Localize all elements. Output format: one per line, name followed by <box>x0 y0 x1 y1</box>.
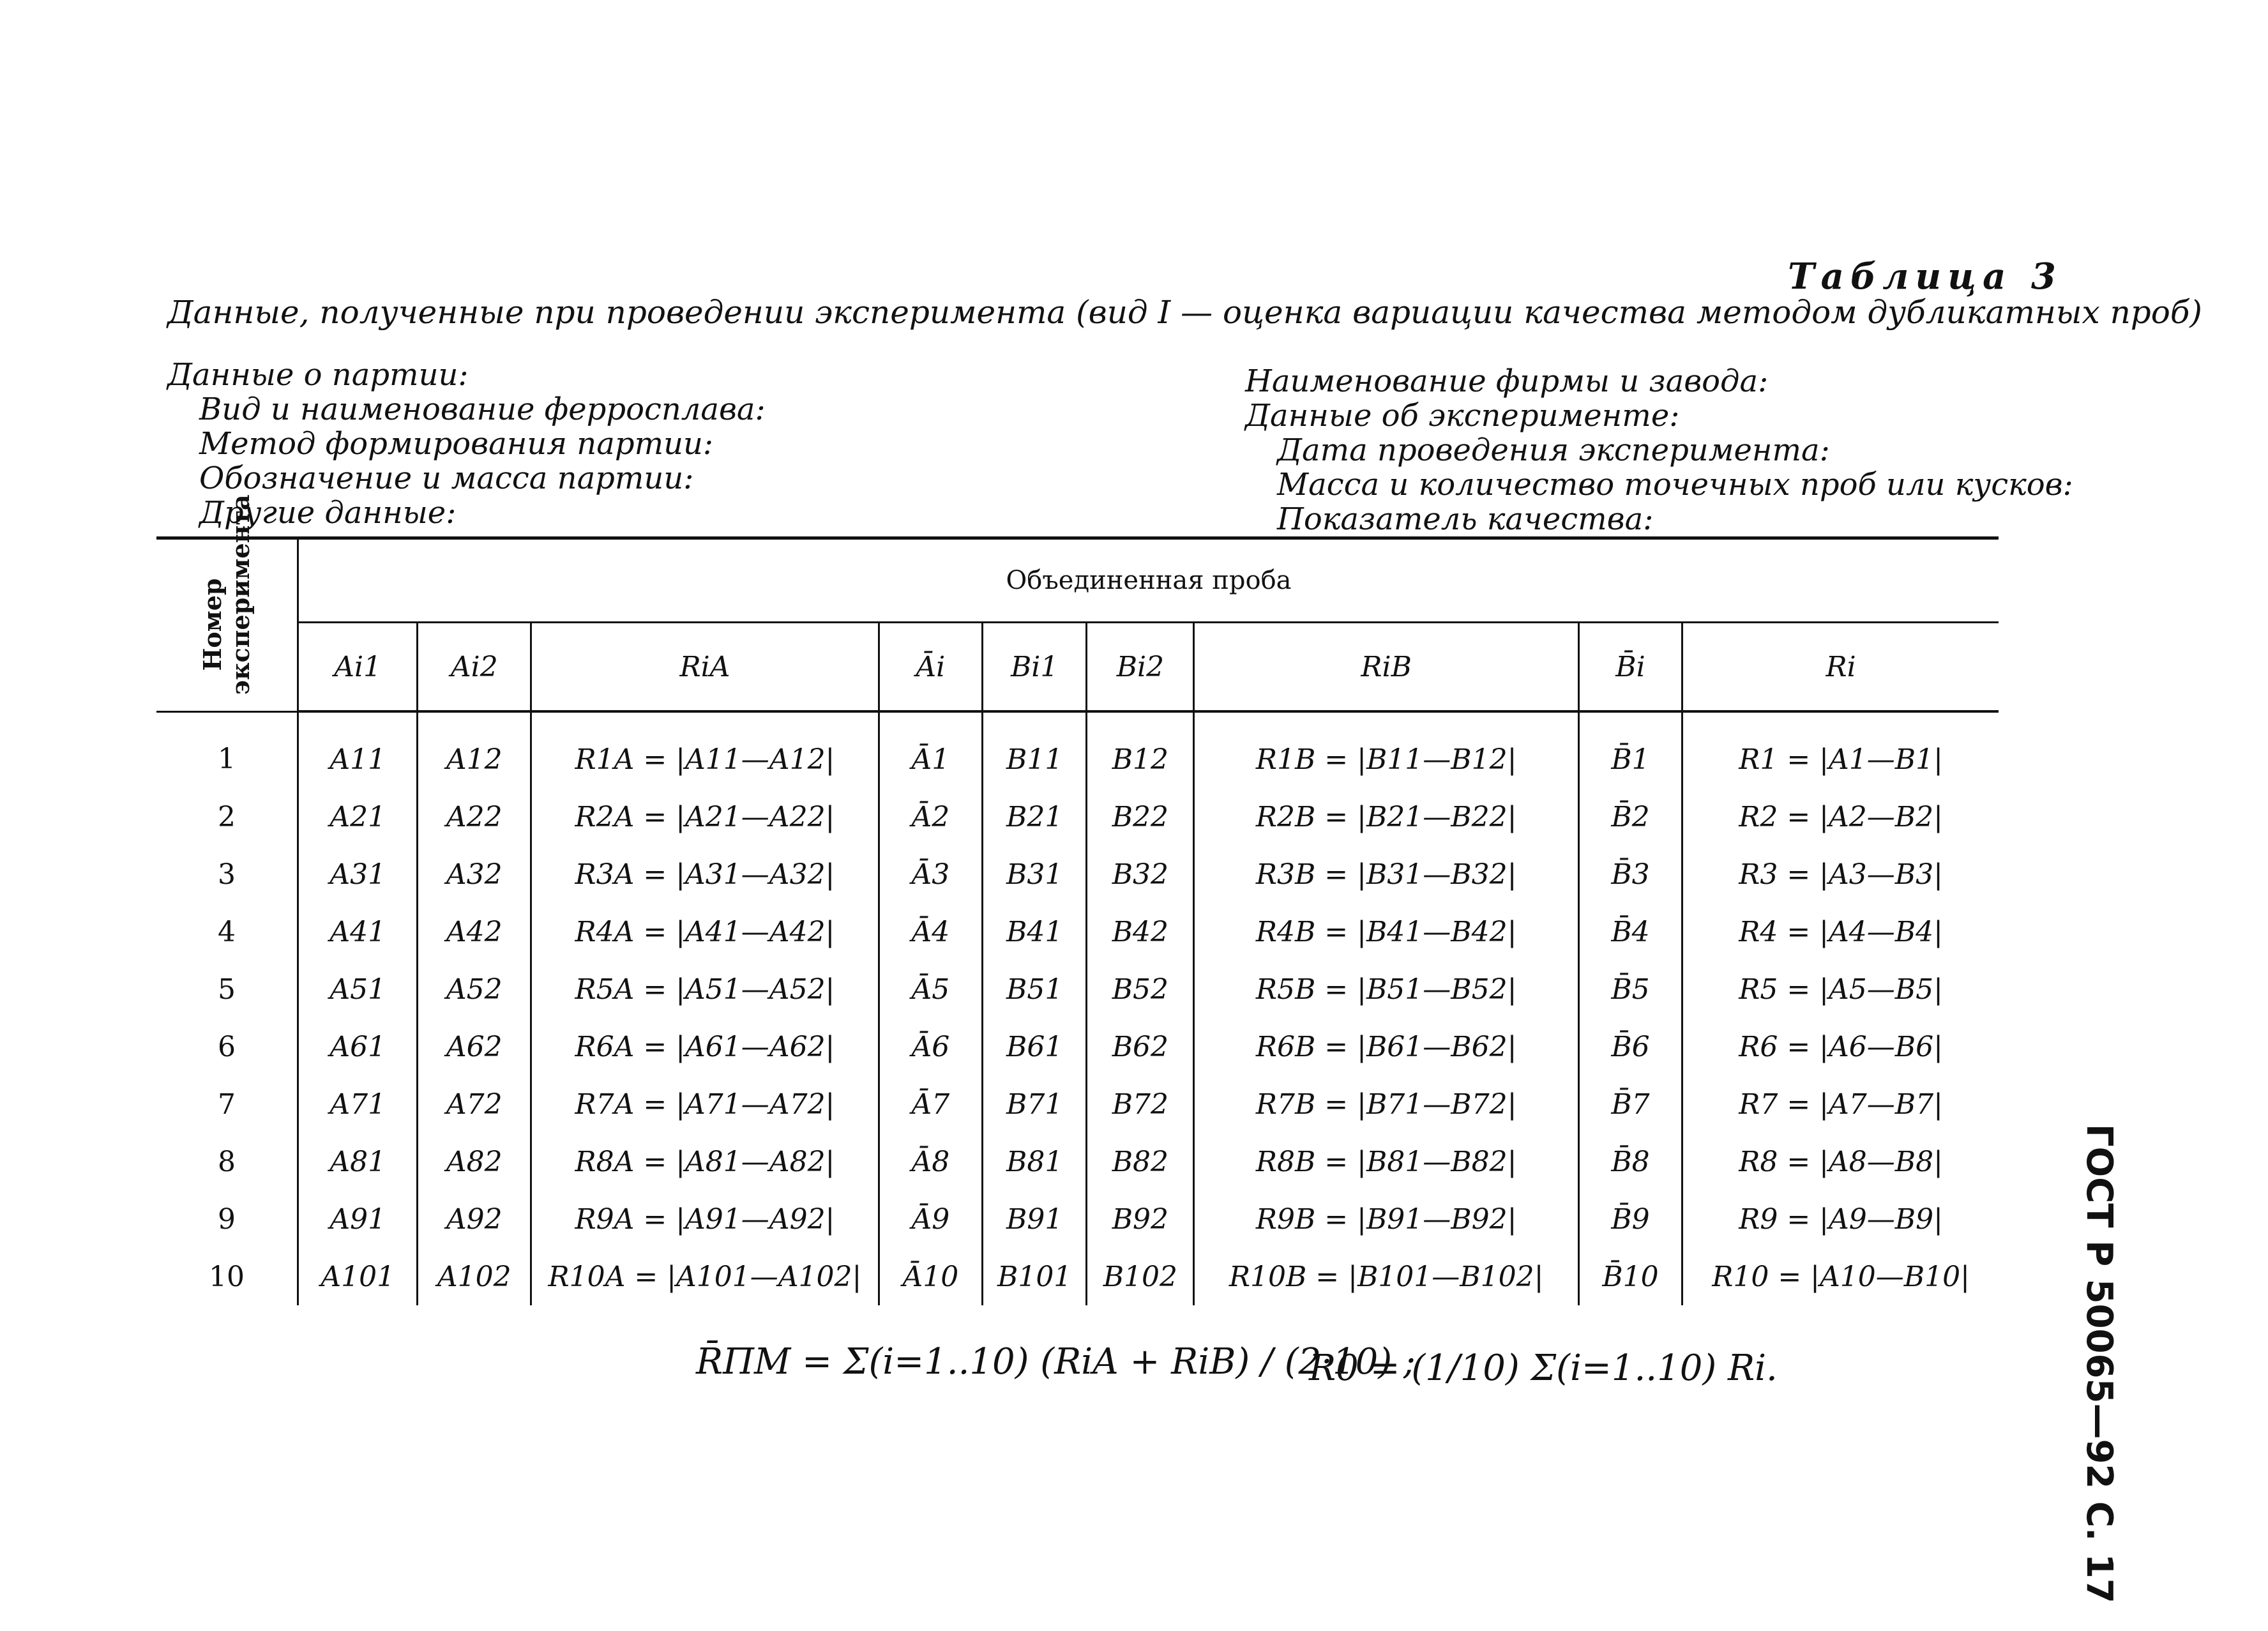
table-cell: B71 <box>982 1075 1086 1133</box>
table-cell: Ā7 <box>879 1075 982 1133</box>
table-cell: R10B = |B101—B102| <box>1194 1248 1578 1305</box>
table-cell: R4B = |B41—B42| <box>1194 903 1578 960</box>
table-cell: B22 <box>1087 788 1194 846</box>
table-caption: Данные, полученные при проведении эксперимента (вид I — оценка вариации качества методом дубликатных проб) <box>167 294 2202 331</box>
table-cell: B82 <box>1087 1133 1194 1190</box>
table-cell: B72 <box>1087 1075 1194 1133</box>
experiment-data-block <box>1245 364 2073 536</box>
table-cell: R3A = |A31—A32| <box>531 846 879 903</box>
column-header: Ai1 <box>298 623 418 712</box>
standard-page-code: ГОСТ Р 50065—92 С. 17 <box>2078 1124 2120 1604</box>
table-cell: A32 <box>418 846 531 903</box>
experiment-data-title: Данные об эксперименте: <box>1245 398 1680 434</box>
table-cell: B62 <box>1087 1018 1194 1075</box>
table-cell: B52 <box>1087 960 1194 1018</box>
column-header: B̄i <box>1578 623 1682 712</box>
table-cell: B21 <box>982 788 1086 846</box>
table-cell: Ā5 <box>879 960 982 1018</box>
table-cell: R8B = |B81—B82| <box>1194 1133 1578 1190</box>
table-cell: A22 <box>418 788 531 846</box>
table-cell: Ā1 <box>879 711 982 788</box>
row-number-cell: 6 <box>218 1030 236 1063</box>
row-number-cell: 7 <box>218 1088 236 1121</box>
table-cell: R3 = |A3—B3| <box>1682 846 1999 903</box>
table-cell: Ā8 <box>879 1133 982 1190</box>
table-cell: B̄1 <box>1578 711 1682 788</box>
table-cell: B̄9 <box>1578 1190 1682 1248</box>
table-cell: R7 = |A7—B7| <box>1682 1075 1999 1133</box>
table-cell: B̄3 <box>1578 846 1682 903</box>
table-row <box>156 1190 1999 1248</box>
column-header: RiA <box>531 623 879 712</box>
table-cell: A21 <box>298 788 418 846</box>
table-cell: B̄10 <box>1578 1248 1682 1305</box>
table-cell: Ā9 <box>879 1190 982 1248</box>
table-cell: B31 <box>982 846 1086 903</box>
table-cell: A31 <box>298 846 418 903</box>
table-cell: B32 <box>1087 846 1194 903</box>
row-number-cell: 1 <box>218 743 236 776</box>
row-number-cell: 4 <box>218 915 236 948</box>
table-cell: A102 <box>418 1248 531 1305</box>
experiment-data-item: Масса и количество точечных проб или кусков: <box>1277 467 2073 503</box>
table-cell: B̄2 <box>1578 788 1682 846</box>
table-cell: A71 <box>298 1075 418 1133</box>
experiment-number-header: Номер эксперимента <box>156 538 298 712</box>
column-header: Ai2 <box>418 623 531 712</box>
table-cell: B81 <box>982 1133 1086 1190</box>
table-cell: R4 = |A4—B4| <box>1682 903 1999 960</box>
table-row <box>156 1075 1999 1133</box>
combined-sample-header: Объединенная проба <box>298 538 1999 623</box>
table-cell: A92 <box>418 1190 531 1248</box>
table-cell: B11 <box>982 711 1086 788</box>
table-cell: B̄5 <box>1578 960 1682 1018</box>
experiment-data-item: Показатель качества: <box>1277 501 1654 537</box>
batch-data-item: Метод формирования партии: <box>199 426 714 462</box>
table-row <box>156 1018 1999 1075</box>
table-cell: Ā2 <box>879 788 982 846</box>
row-number-cell: 8 <box>218 1145 236 1178</box>
table-row <box>156 846 1999 903</box>
table-cell: R8A = |A81—A82| <box>531 1133 879 1190</box>
batch-data-item: Другие данные: <box>199 495 457 531</box>
table-cell: R1A = |A11—A12| <box>531 711 879 788</box>
table-row <box>156 788 1999 846</box>
row-number-cell: 5 <box>218 973 236 1006</box>
table-cell: Ā10 <box>879 1248 982 1305</box>
row-number-cell: 2 <box>218 800 236 833</box>
table-cell: Ā3 <box>879 846 982 903</box>
table-cell: B41 <box>982 903 1086 960</box>
table-cell: A12 <box>418 711 531 788</box>
row-number-cell: 3 <box>218 858 236 891</box>
table-cell: A11 <box>298 711 418 788</box>
batch-data-title: Данные о партии: <box>167 357 469 393</box>
table-cell: A82 <box>418 1133 531 1190</box>
table-row <box>156 1133 1999 1190</box>
table-cell: B91 <box>982 1190 1086 1248</box>
table-row <box>156 960 1999 1018</box>
table-row <box>156 711 1999 788</box>
row-number-cell: 9 <box>218 1202 236 1236</box>
table-cell: A52 <box>418 960 531 1018</box>
formula-r-pm: R̄ПМ = Σ(i=1..10) (RiA + RiB) / (2·10) ; <box>696 1341 1416 1383</box>
batch-data-item: Вид и наименование ферросплава: <box>199 391 766 427</box>
table-cell: A61 <box>298 1018 418 1075</box>
table-cell: B̄4 <box>1578 903 1682 960</box>
table-cell: R9A = |A91—A92| <box>531 1190 879 1248</box>
batch-data-item: Обозначение и масса партии: <box>199 460 694 496</box>
table-cell: A62 <box>418 1018 531 1075</box>
table-cell: R7B = |B71—B72| <box>1194 1075 1578 1133</box>
row-number-cell: 10 <box>209 1260 245 1293</box>
table-cell: B101 <box>982 1248 1086 1305</box>
table-cell: R2 = |A2—B2| <box>1682 788 1999 846</box>
table-row <box>156 903 1999 960</box>
table-cell: R10 = |A10—B10| <box>1682 1248 1999 1305</box>
column-header: Bi1 <box>982 623 1086 712</box>
table-cell: R5A = |A51—A52| <box>531 960 879 1018</box>
table-cell: R8 = |A8—B8| <box>1682 1133 1999 1190</box>
table-cell: R9B = |B91—B92| <box>1194 1190 1578 1248</box>
table-cell: Ā6 <box>879 1018 982 1075</box>
table-cell: R5B = |B51—B52| <box>1194 960 1578 1018</box>
column-header: Āi <box>879 623 982 712</box>
formula-r0: R0 = (1/10) Σ(i=1..10) Ri. <box>1309 1347 1778 1389</box>
column-header: RiB <box>1194 623 1578 712</box>
table-cell: R9 = |A9—B9| <box>1682 1190 1999 1248</box>
table-cell: A101 <box>298 1248 418 1305</box>
table-cell: B92 <box>1087 1190 1194 1248</box>
table-cell: R5 = |A5—B5| <box>1682 960 1999 1018</box>
table-cell: B̄8 <box>1578 1133 1682 1190</box>
batch-data-block <box>167 358 766 530</box>
table-cell: A51 <box>298 960 418 1018</box>
table-cell: B102 <box>1087 1248 1194 1305</box>
table-cell: B51 <box>982 960 1086 1018</box>
table-cell: Ā4 <box>879 903 982 960</box>
table-cell: A41 <box>298 903 418 960</box>
table-cell: R1B = |B11—B12| <box>1194 711 1578 788</box>
table-cell: R2A = |A21—A22| <box>531 788 879 846</box>
table-cell: A91 <box>298 1190 418 1248</box>
table-cell: R6 = |A6—B6| <box>1682 1018 1999 1075</box>
table-cell: R10A = |A101—A102| <box>531 1248 879 1305</box>
table-cell: R1 = |A1—B1| <box>1682 711 1999 788</box>
table-row <box>156 1248 1999 1305</box>
table-cell: B12 <box>1087 711 1194 788</box>
table-cell: A81 <box>298 1133 418 1190</box>
table-cell: B42 <box>1087 903 1194 960</box>
column-header: Bi2 <box>1087 623 1194 712</box>
experiment-data-item: Дата проведения эксперимента: <box>1277 432 1830 468</box>
table-cell: B̄7 <box>1578 1075 1682 1133</box>
table-cell: R2B = |B21—B22| <box>1194 788 1578 846</box>
table-cell: R3B = |B31—B32| <box>1194 846 1578 903</box>
table-cell: B61 <box>982 1018 1086 1075</box>
table-cell: A72 <box>418 1075 531 1133</box>
table-cell: R4A = |A41—A42| <box>531 903 879 960</box>
table-cell: B̄6 <box>1578 1018 1682 1075</box>
company-name-line: Наименование фирмы и завода: <box>1245 363 1769 399</box>
table-cell: R6B = |B61—B62| <box>1194 1018 1578 1075</box>
column-header: Ri <box>1682 623 1999 712</box>
table-cell: R6A = |A61—A62| <box>531 1018 879 1075</box>
table-cell: A42 <box>418 903 531 960</box>
table-label: Таблица 3 <box>1788 255 2062 298</box>
table-cell: R7A = |A71—A72| <box>531 1075 879 1133</box>
